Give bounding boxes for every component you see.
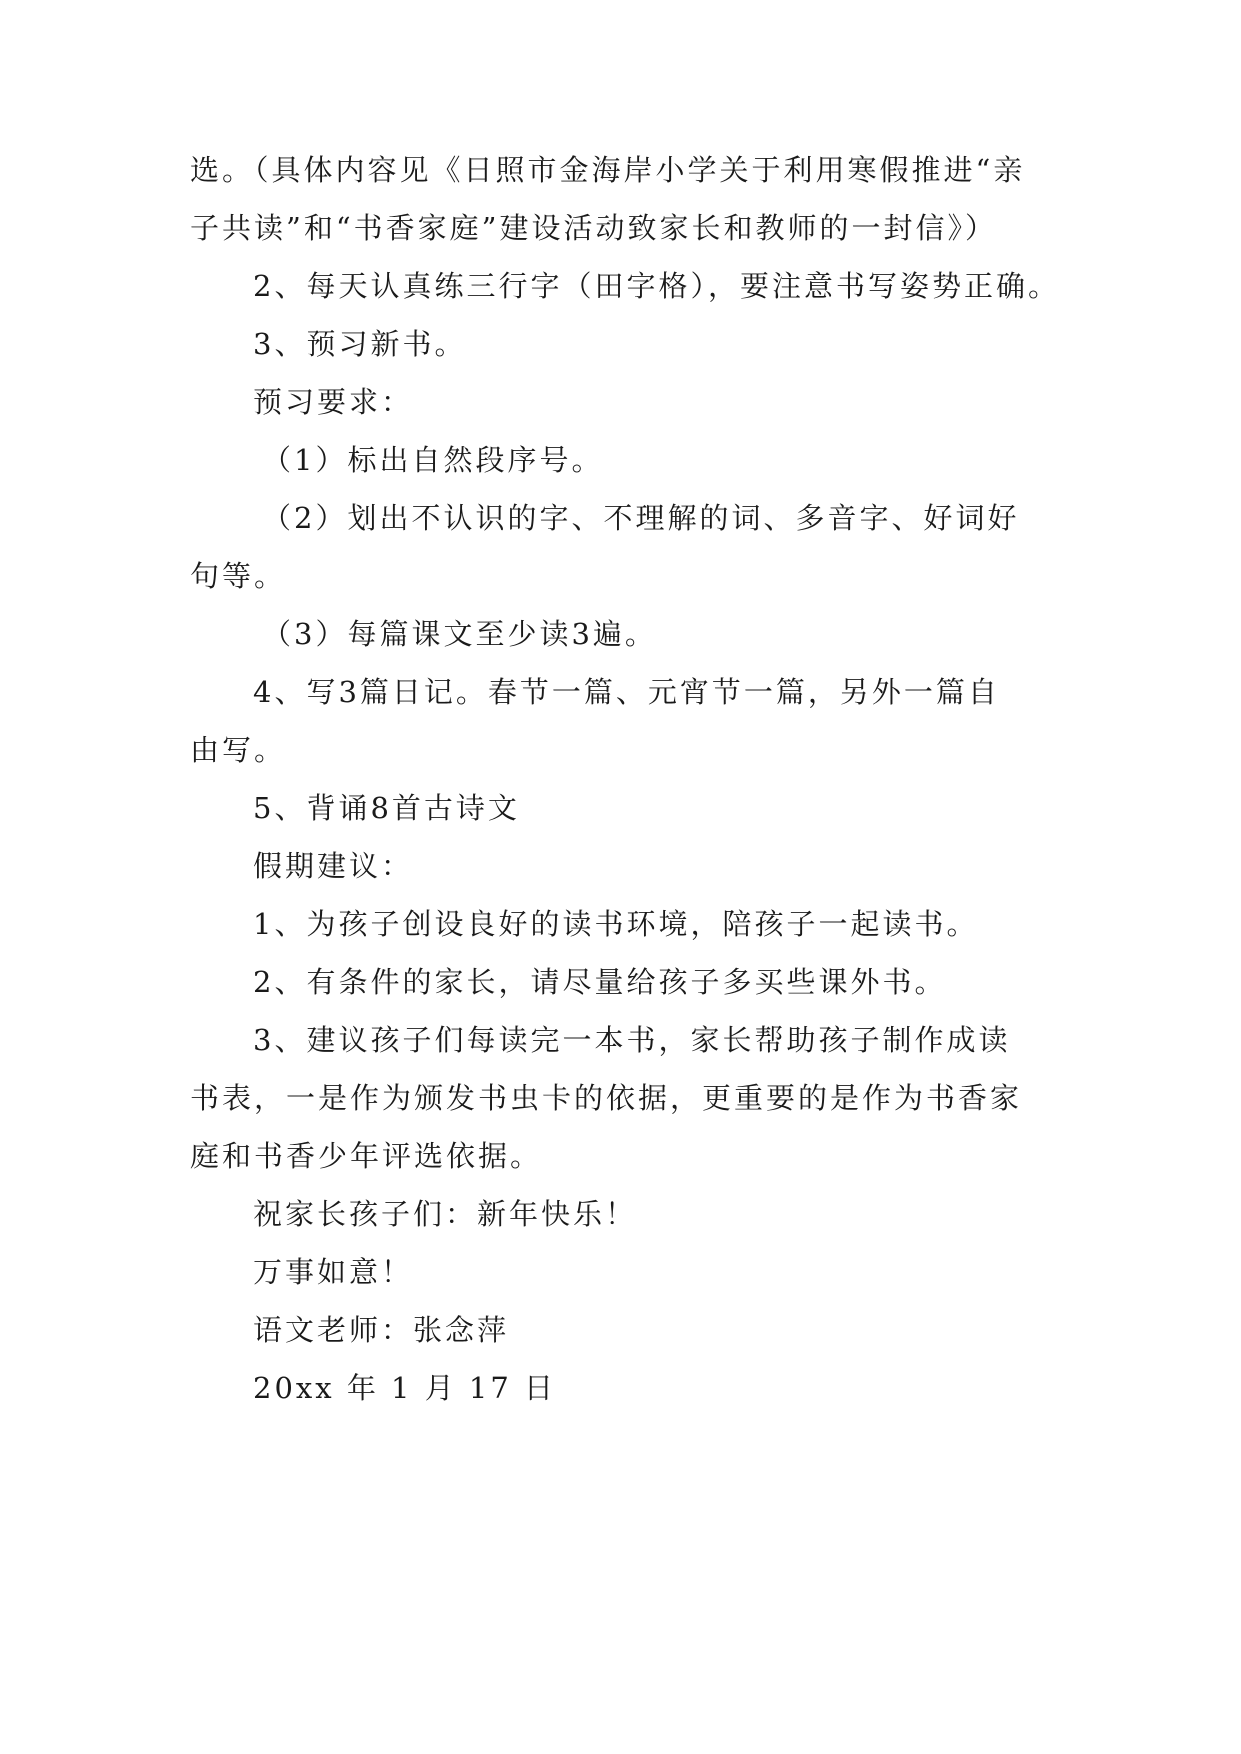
section-heading: 预习要求： [253, 385, 414, 419]
closing-greeting: 祝家长孩子们：新年快乐！ [253, 1197, 638, 1231]
list-item: （3）每篇课文至少读3遍。 [262, 617, 657, 651]
paragraph-line: 3、建议孩子们每读完一本书，家长帮助孩子制作成读 [253, 1023, 1011, 1057]
paragraph-line: 书表，一是作为颁发书虫卡的依据，更重要的是作为书香家 [190, 1081, 1023, 1115]
paragraph-line: 4、写3篇日记。春节一篇、元宵节一篇，另外一篇自 [253, 675, 1000, 709]
paragraph-line: 3、预习新书。 [253, 327, 467, 361]
paragraph-line: 1、为孩子创设良好的读书环境，陪孩子一起读书。 [253, 907, 979, 941]
paragraph-line: 庭和书香少年评选依据。 [190, 1139, 543, 1173]
paragraph-line: 选。（具体内容见《日照市金海岸小学关于利用寒假推进“亲 [190, 153, 1026, 187]
list-item: （2）划出不认识的字、不理解的词、多音字、好词好 [262, 501, 1020, 535]
paragraph-line: 2、每天认真练三行字（田字格），要注意书写姿势正确。 [253, 269, 1060, 303]
closing-greeting: 万事如意！ [253, 1255, 414, 1289]
list-item: （1）标出自然段序号。 [262, 443, 604, 477]
signature: 语文老师：张念萍 [253, 1313, 510, 1347]
paragraph-line: 由写。 [190, 733, 287, 767]
paragraph-line: 2、有条件的家长，请尽量给孩子多买些课外书。 [253, 965, 947, 999]
paragraph-line: 5、背诵8首古诗文 [253, 791, 520, 825]
section-heading: 假期建议： [253, 849, 414, 883]
date: 20xx 年 1 月 17 日 [253, 1371, 557, 1405]
paragraph-line: 子共读”和“书香家庭”建设活动致家长和教师的一封信》） [190, 211, 997, 245]
paragraph-line: 句等。 [190, 559, 287, 593]
